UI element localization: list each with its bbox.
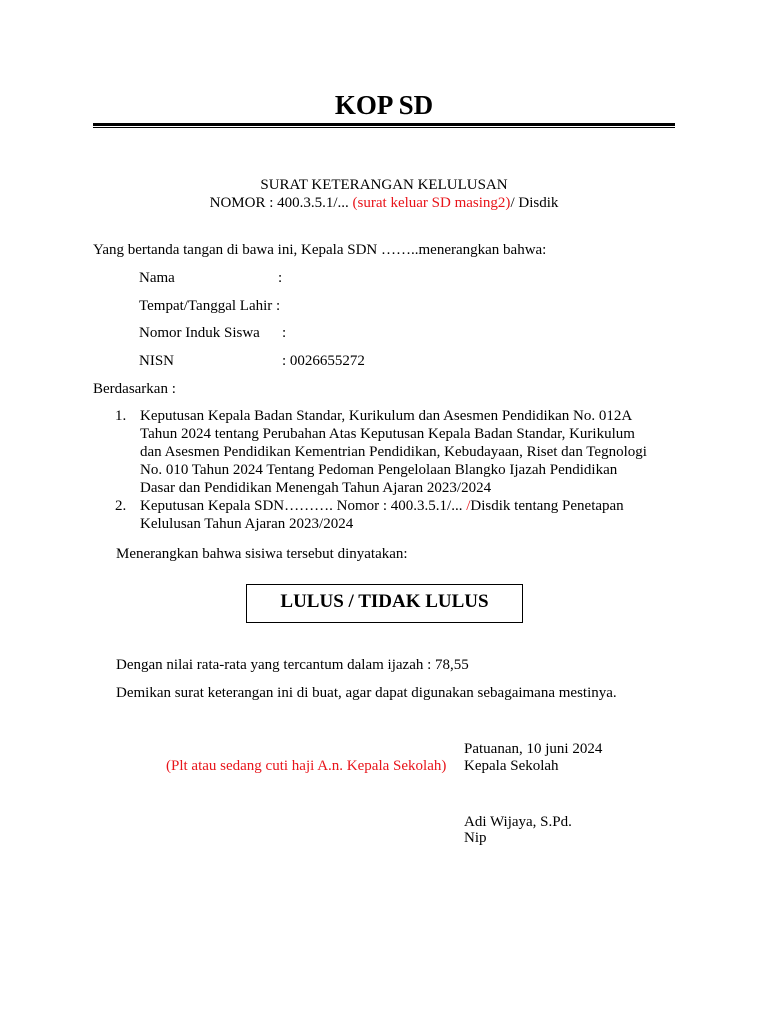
list-item xyxy=(115,407,675,497)
letter-number-prefix: NOMOR : 400.3.5.1/... xyxy=(209,195,353,211)
list-item-line: Tahun 2024 tentang Perubahan Atas Keputusan Kepala Badan Standar, Kurikulum xyxy=(140,426,635,442)
list-item-line: No. 010 Tahun 2024 Tentang Pedoman Pengelolaan Blangko Ijazah Pendidikan xyxy=(140,462,618,478)
declaration-text: Menerangkan bahwa sisiwa tersebut dinyatakan: xyxy=(116,546,408,562)
letter-heading: SURAT KETERANGAN KELULUSAN xyxy=(260,177,508,193)
list-item-line: Kelulusan Tahun Ajaran 2023/2024 xyxy=(140,516,354,532)
letterhead-rule-thin xyxy=(93,127,675,128)
list-item xyxy=(115,497,675,533)
letter-number-suffix: / Disdik xyxy=(510,195,559,211)
signature-name: Adi Wijaya, S.Pd. xyxy=(464,814,572,830)
list-item-line xyxy=(140,497,675,515)
result-box xyxy=(246,584,523,623)
list-item-number: 2. xyxy=(115,498,127,514)
signature-nip: Nip xyxy=(464,830,487,846)
result-text: LULUS / TIDAK LULUS xyxy=(280,591,489,612)
basis-list xyxy=(115,407,675,533)
intro-text: Yang bertanda tangan di bawa ini, Kepala SDN ……..menerangkan bahwa: xyxy=(93,242,547,258)
list-item-text: Keputusan Kepala SDN………. Nomor : 400.3.5.1/... xyxy=(140,498,467,514)
signature-position: Kepala Sekolah xyxy=(464,758,559,774)
list-item-text: Disdik tentang Penetapan xyxy=(470,498,624,514)
field-value-student-number: : xyxy=(282,325,287,341)
field-value-name: : xyxy=(278,270,283,286)
list-item-red-slash: / xyxy=(466,498,471,514)
list-item-line: Keputusan Kepala Badan Standar, Kurikulum dan Asesmen Pendidikan No. 012A xyxy=(140,408,633,424)
basis-label: Berdasarkan : xyxy=(93,381,176,397)
letter-number-note: (surat keluar SD masing2) xyxy=(352,195,511,211)
list-item-number: 1. xyxy=(115,408,127,424)
list-item-line: dan Asesmen Pendidikan Kementrian Pendidikan, Kebudayaan, Riset dan Tegnologi xyxy=(140,444,647,460)
signature-place-date: Patuanan, 10 juni 2024 xyxy=(464,741,603,757)
average-score-text: Dengan nilai rata-rata yang tercantum dalam ijazah : 78,55 xyxy=(116,657,469,673)
field-value-nisn: : 0026655272 xyxy=(282,353,365,369)
field-label-student-number: Nomor Induk Siswa xyxy=(139,325,260,341)
field-label-nisn: NISN xyxy=(139,353,175,369)
list-item-line: Dasar dan Pendidikan Menengah Tahun Ajaran 2023/2024 xyxy=(140,480,492,496)
letter-number xyxy=(0,194,768,212)
closing-text: Demikan surat keterangan ini di buat, agar dapat digunakan sebagaimana mestinya. xyxy=(116,685,617,701)
field-label-birth: Tempat/Tanggal Lahir : xyxy=(139,298,281,314)
letterhead-title: KOP SD xyxy=(334,90,434,120)
letterhead-rule-thick xyxy=(93,123,675,126)
field-label-name: Nama xyxy=(139,270,175,286)
signature-acting-note: (Plt atau sedang cuti haji A.n. Kepala Sekolah) xyxy=(166,758,447,774)
